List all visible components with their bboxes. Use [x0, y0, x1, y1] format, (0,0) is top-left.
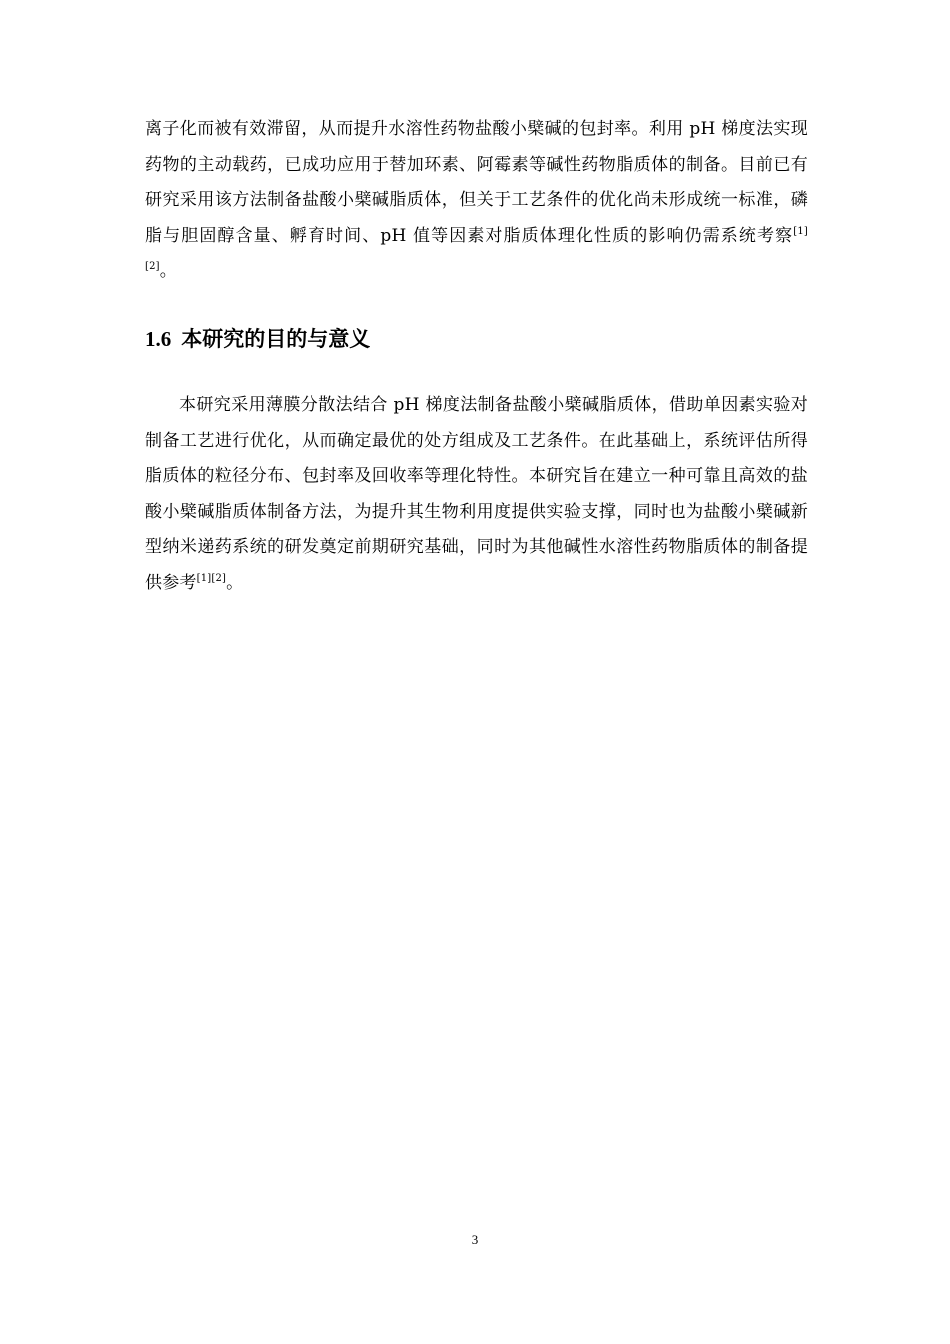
- section-heading: [145, 322, 370, 356]
- citation-1: [1][2]: [145, 225, 808, 273]
- body-paragraph-2: [145, 388, 808, 602]
- section-title: 本研究的目的与意义: [181, 327, 371, 351]
- page-number: 3: [471, 1232, 479, 1247]
- paragraph-1-end: 。: [159, 261, 177, 282]
- section-number: 1.6: [145, 327, 172, 351]
- paragraph-1-text: 离子化而被有效滞留，从而提升水溶性药物盐酸小檗碱的包封率。利用 pH 梯度法实现药物的主动载药，已成功应用于替加环素、阿霉素等碱性药物脂质体的制备。目前已有研究采用该方法制备盐酸小檗碱脂质体，但关于工艺条件的优化尚未形成统一标准，磷脂与胆固醇含量、孵育时间、pH 值等因素对脂质体理化性质的影响仍需系统考察: [145, 119, 808, 246]
- citation-2: [1][2]: [196, 572, 227, 584]
- paragraph-2-end: 。: [226, 572, 244, 593]
- body-paragraph-1: [145, 112, 808, 290]
- paragraph-2-text: 本研究采用薄膜分散法结合 pH 梯度法制备盐酸小檗碱脂质体，借助单因素实验对制备工艺进行优化，从而确定最优的处方组成及工艺条件。在此基础上，系统评估所得脂质体的粒径分布、包封率及回收率等理化特性。本研究旨在建立一种可靠且高效的盐酸小檗碱脂质体制备方法，为提升其生物利用度提供实验支撑，同时也为盐酸小檗碱新型纳米递药系统的研发奠定前期研究基础，同时为其他碱性水溶性药物脂质体的制备提供参考: [145, 395, 808, 593]
